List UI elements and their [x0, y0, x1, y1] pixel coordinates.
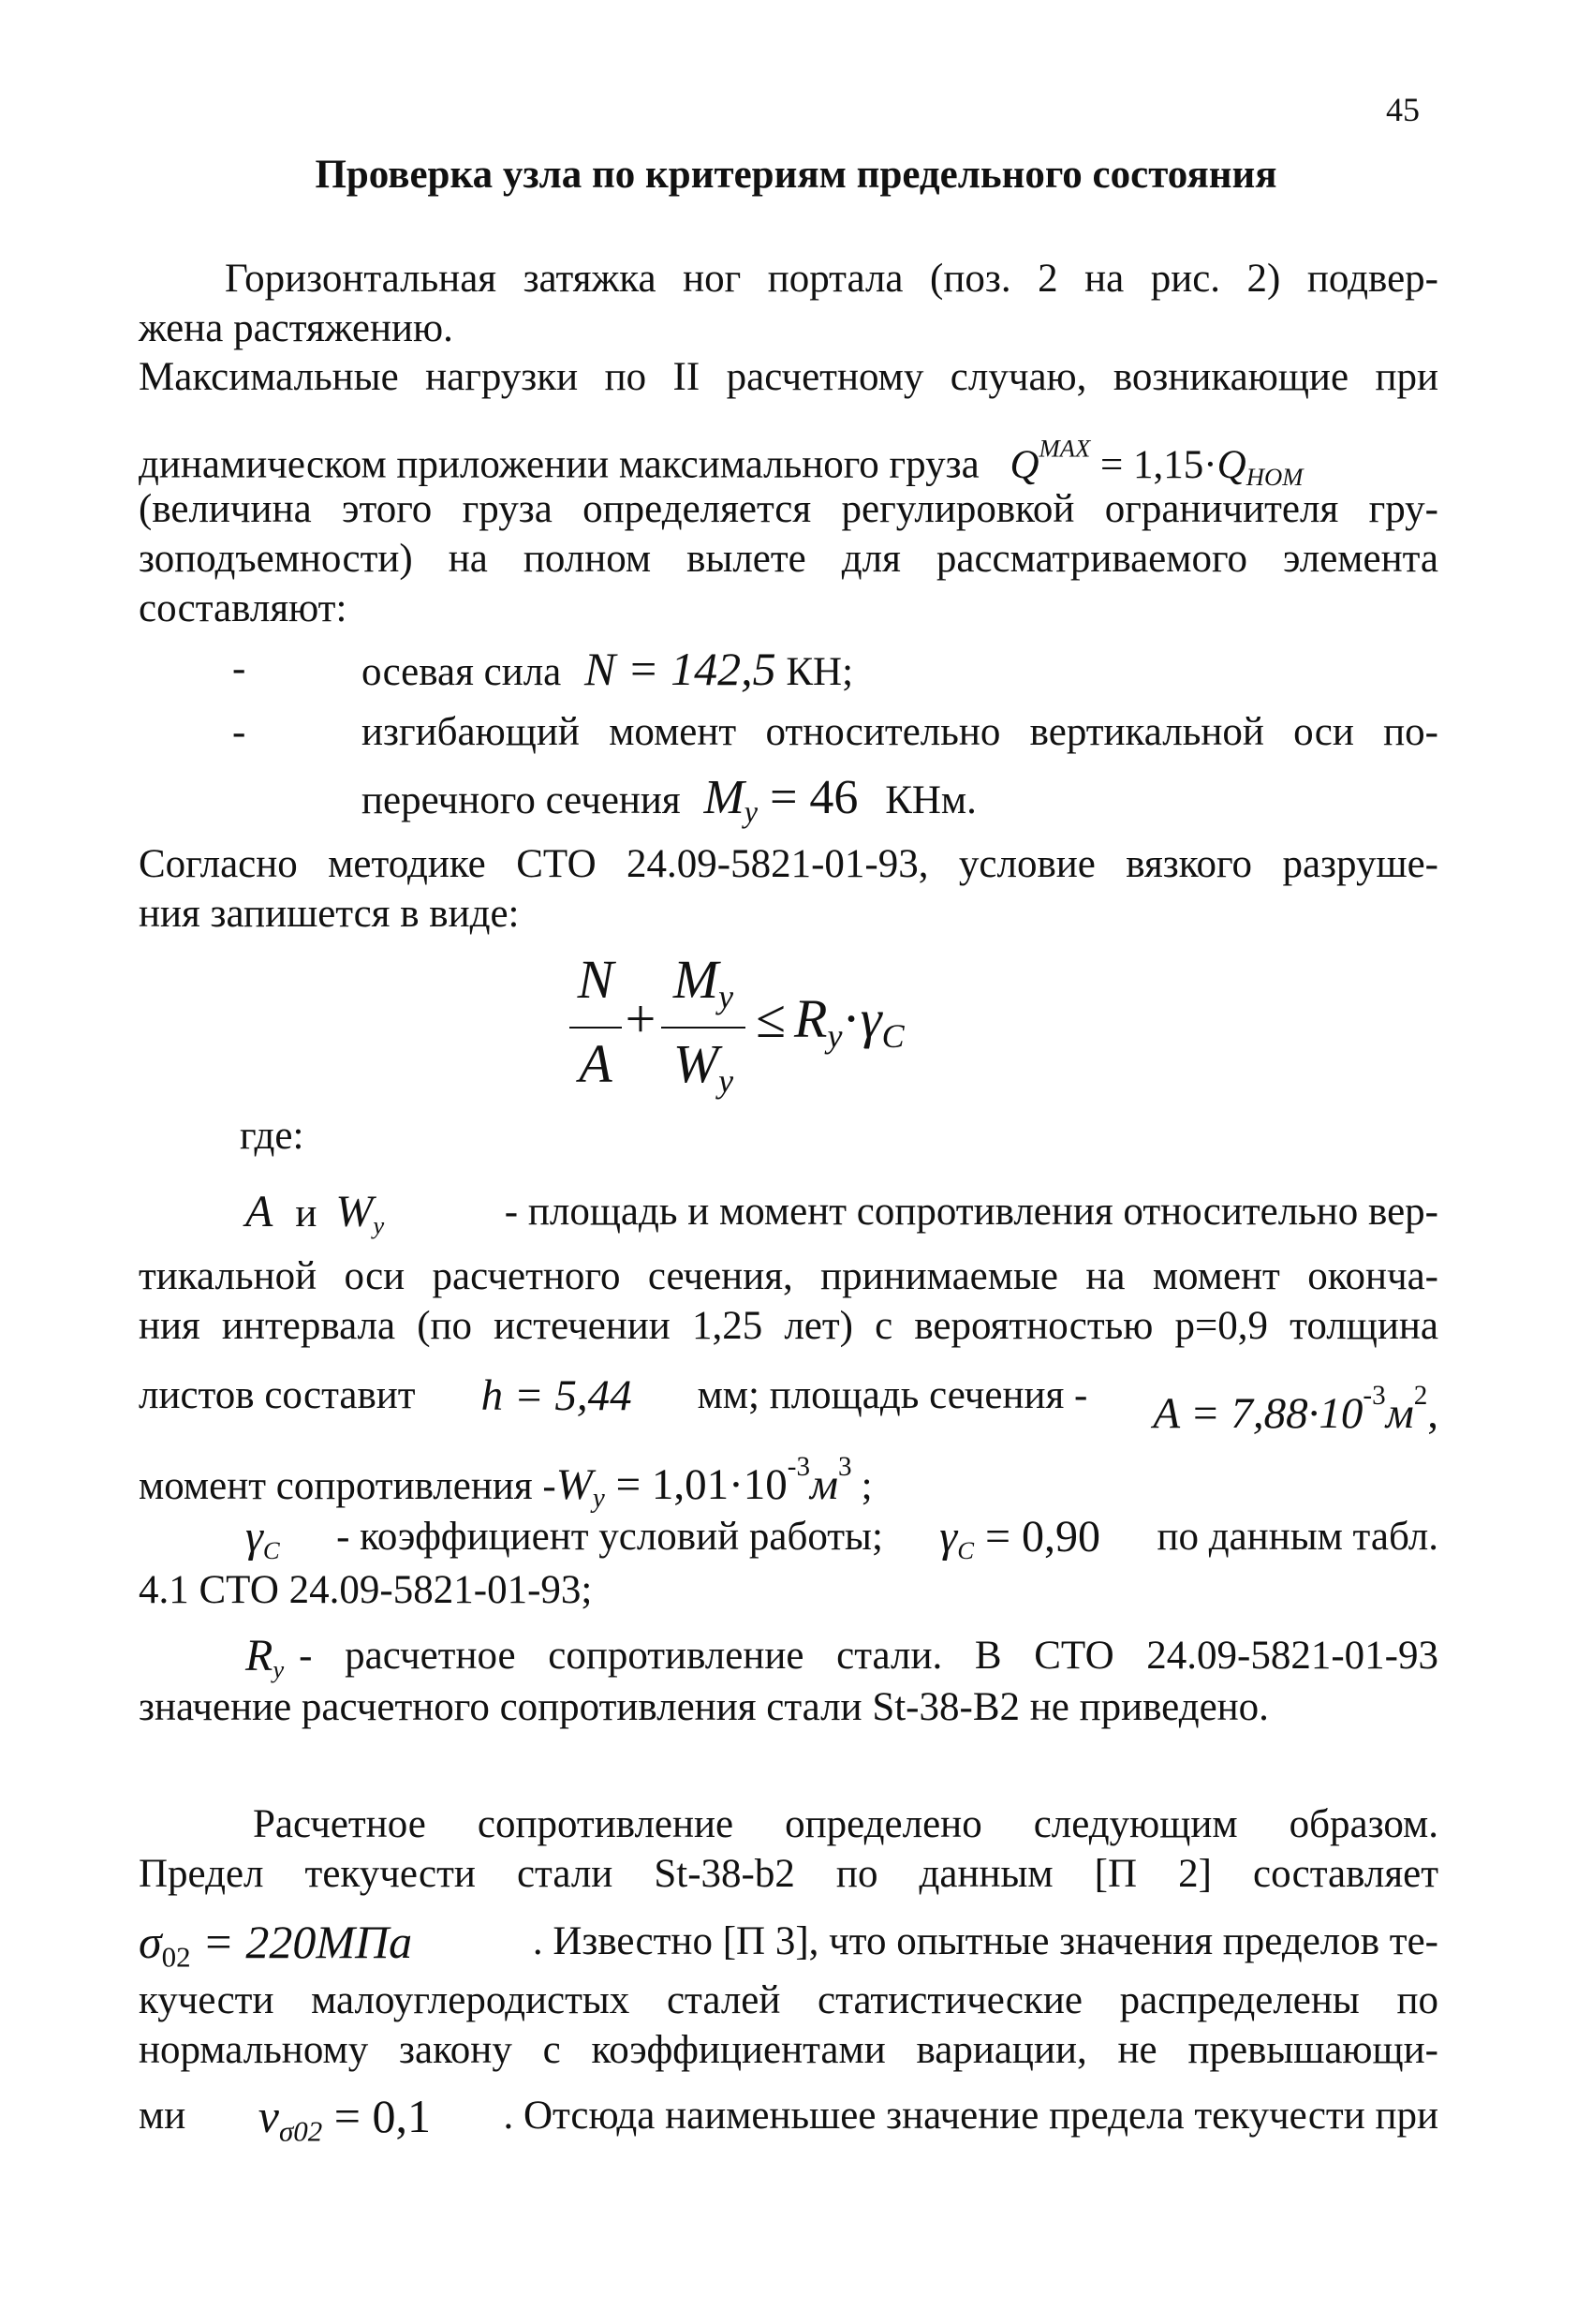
paragraph-1-line-2: жена растяжению.: [139, 306, 453, 350]
def-a-and: и: [295, 1192, 317, 1236]
paragraph-2-line-4: зоподъемности) на полном вылете для рассматриваемого элемента: [139, 537, 1438, 581]
def-a-line-5-text: момент сопротивления -: [139, 1463, 556, 1508]
def-r-text: - расчетное сопротивление стали. В СТО 24.09-5821-01-93: [299, 1634, 1438, 1678]
def-a-symbol-a: A: [245, 1187, 273, 1236]
fraction-bar-1: [569, 1027, 622, 1029]
area-formula: [1153, 1371, 1438, 1438]
bullet-dash-1: -: [232, 646, 246, 690]
def-gamma-subscript: C: [262, 1535, 280, 1564]
variation-value: = 0,1: [322, 2090, 431, 2142]
section-title: Проверка узла по критериям предельного состояния: [315, 153, 1277, 197]
paragraph-4-line-3-text: . Известно [П 3], что опытные значения пределов те-: [532, 1919, 1438, 1963]
def-a-line-3: ния интервала (по истечении 1,25 лет) с вероятностью p=0,9 толщина: [139, 1304, 1438, 1348]
paragraph-4-line-2: Предел текучести стали St-38-b2 по данным [П 2] составляет: [139, 1852, 1438, 1896]
formula-w-subscript: y: [718, 1061, 734, 1100]
area-unit: м: [1385, 1388, 1414, 1438]
gamma-value-symbol: γ: [939, 1512, 958, 1562]
variation-symbol: v: [258, 2090, 279, 2142]
formula-numerator-n: N: [577, 949, 614, 1010]
ductile-fracture-formula: [560, 948, 991, 1117]
paragraph-2-line-1: Максимальные нагрузки по II расчетному случаю, возникающие при: [139, 355, 1438, 399]
modulus-exponent: -3: [787, 1452, 811, 1482]
qmax-equals: = 1,15·: [1090, 442, 1217, 487]
formula-r-symbol: R: [794, 988, 828, 1049]
paragraph-4-line-4: кучести малоуглеродистых сталей статистические распределены по: [139, 1978, 1438, 2022]
bullet-2-line-2: [361, 771, 977, 836]
paragraph-4-line-6: [139, 2092, 1438, 2155]
def-gamma-symbol-glyph: γ: [245, 1512, 263, 1562]
paragraph-2-line-3: (величина этого груза определяется регулировкой ограничителя гру-: [139, 487, 1438, 531]
paragraph-1-line-1: Горизонтальная затяжка ног портала (поз. 2 на рис. 2) подвер-: [225, 257, 1438, 301]
fraction-bar-2: [661, 1027, 745, 1029]
formula-r-subscript: y: [827, 1016, 843, 1055]
modulus-unit: м: [810, 1459, 839, 1509]
bullet-1: [361, 644, 853, 697]
paragraph-2-line-5: составляют:: [139, 586, 347, 630]
def-a-line-2: тикальной оси расчетного сечения, принимаемые на момент оконча-: [139, 1254, 1438, 1298]
def-a-line-5: [139, 1443, 873, 1523]
paragraph-4-line-6-text: ми: [139, 2094, 186, 2138]
variation-formula: [258, 2092, 431, 2155]
sigma-symbol: σ: [139, 1916, 162, 1968]
area-value: A = 7,88·10: [1153, 1388, 1364, 1438]
def-a-symbols: [245, 1188, 384, 1250]
formula-numerator-m: [661, 948, 745, 1016]
axial-force-formula: N = 142,5: [584, 643, 776, 695]
paragraph-4-line-1: Расчетное сопротивление определено следующим образом.: [253, 1802, 1438, 1846]
def-gamma-line-2: 4.1 СТО 24.09-5821-01-93;: [139, 1568, 593, 1612]
bullet-1-text: осевая сила: [361, 650, 562, 694]
formula-gamma-subscript: C: [881, 1016, 905, 1055]
def-a-line-4: [139, 1371, 1438, 1438]
formula-w-symbol: W: [672, 1033, 719, 1094]
qmax-formula: [1010, 434, 1304, 491]
qnom-subscript: НОМ: [1246, 462, 1304, 491]
formula-denominator-a: A: [579, 1033, 612, 1094]
moment-unit: КНм.: [885, 778, 977, 822]
formula-dot: ·: [842, 988, 861, 1049]
axial-force-unit: КН;: [786, 650, 854, 694]
section-modulus-formula: [555, 1452, 852, 1514]
qmax-superscript: MAX: [1039, 434, 1091, 462]
paragraph-2-line-2-text: динамическом приложении максимального груза: [139, 442, 980, 487]
modulus-subscript: y: [592, 1483, 605, 1514]
area-exponent: -3: [1363, 1381, 1386, 1411]
bullet-2-text: перечного сечения: [361, 778, 681, 822]
moment-symbol: M: [703, 771, 744, 824]
qmax-symbol: Q: [1010, 442, 1039, 487]
formula-gamma: γ: [860, 988, 882, 1049]
def-a-line-4-text-2: мм; площадь сечения -: [697, 1373, 1088, 1417]
def-r-line-2: значение расчетного сопротивления стали St-38-B2 не приведено.: [139, 1685, 1269, 1729]
paragraph-3-line-1: Согласно методике СТО 24.09-5821-01-93, условие вязкого разруше-: [139, 842, 1438, 886]
gamma-value-formula: [939, 1513, 1100, 1575]
def-a-symbol-w-subscript: y: [373, 1210, 385, 1239]
def-a-line-1: [245, 1188, 1438, 1250]
formula-m-symbol: M: [672, 949, 719, 1010]
paragraph-4-line-6-text-2: . Отсюда наименьшее значение предела текучести при: [503, 2094, 1438, 2138]
moment-subscript: y: [744, 794, 759, 829]
modulus-semicolon: ;: [861, 1463, 873, 1508]
formula-right-side: [794, 987, 972, 1056]
def-gamma-text: - коэффициент условий работы;: [336, 1515, 883, 1559]
thickness-formula: h = 5,44: [480, 1371, 632, 1420]
def-gamma-text-2: по данным табл.: [1157, 1515, 1438, 1559]
moment-value: = 46: [758, 771, 859, 824]
modulus-value: = 1,01·10: [604, 1459, 788, 1509]
def-a-line-4-text: листов составит: [139, 1373, 416, 1417]
def-r-subscript: y: [273, 1654, 285, 1683]
bullet-2-line-1: изгибающий момент относительно вертикальной оси по-: [361, 710, 1438, 754]
def-a-symbol-w: W: [335, 1187, 374, 1236]
qnom-symbol: Q: [1216, 442, 1246, 487]
gamma-value: = 0,90: [973, 1512, 1101, 1562]
formula-plus: +: [625, 988, 656, 1049]
paragraph-3-line-2: ния запишется в виде:: [139, 892, 520, 936]
def-r-symbol-glyph: R: [245, 1631, 273, 1680]
area-unit-exponent: 2: [1413, 1381, 1428, 1411]
formula-le: ≤: [756, 988, 786, 1049]
formula-m-subscript: y: [718, 977, 734, 1015]
paragraph-4-line-3: [139, 1917, 1438, 1981]
formula-denominator-w: [661, 1032, 745, 1101]
bending-moment-formula: [703, 771, 859, 829]
paragraph-4-line-5: нормальному закону с коэффициентами вариации, не превышающи-: [139, 2028, 1438, 2072]
page-number: 45: [1386, 91, 1420, 128]
modulus-symbol: W: [555, 1459, 593, 1509]
yield-strength-value: = 220МПа: [190, 1916, 413, 1968]
modulus-unit-exponent: 3: [838, 1452, 852, 1482]
where-label: где:: [240, 1114, 304, 1158]
area-comma: ,: [1427, 1388, 1438, 1438]
variation-subscript: σ02: [278, 2114, 323, 2148]
yield-strength-formula: [139, 1917, 412, 1981]
sigma-subscript: 02: [161, 1940, 191, 1974]
bullet-dash-2: -: [232, 710, 246, 754]
gamma-value-subscript: C: [957, 1535, 974, 1564]
def-a-text: - площадь и момент сопротивления относительно вер-: [504, 1190, 1438, 1234]
